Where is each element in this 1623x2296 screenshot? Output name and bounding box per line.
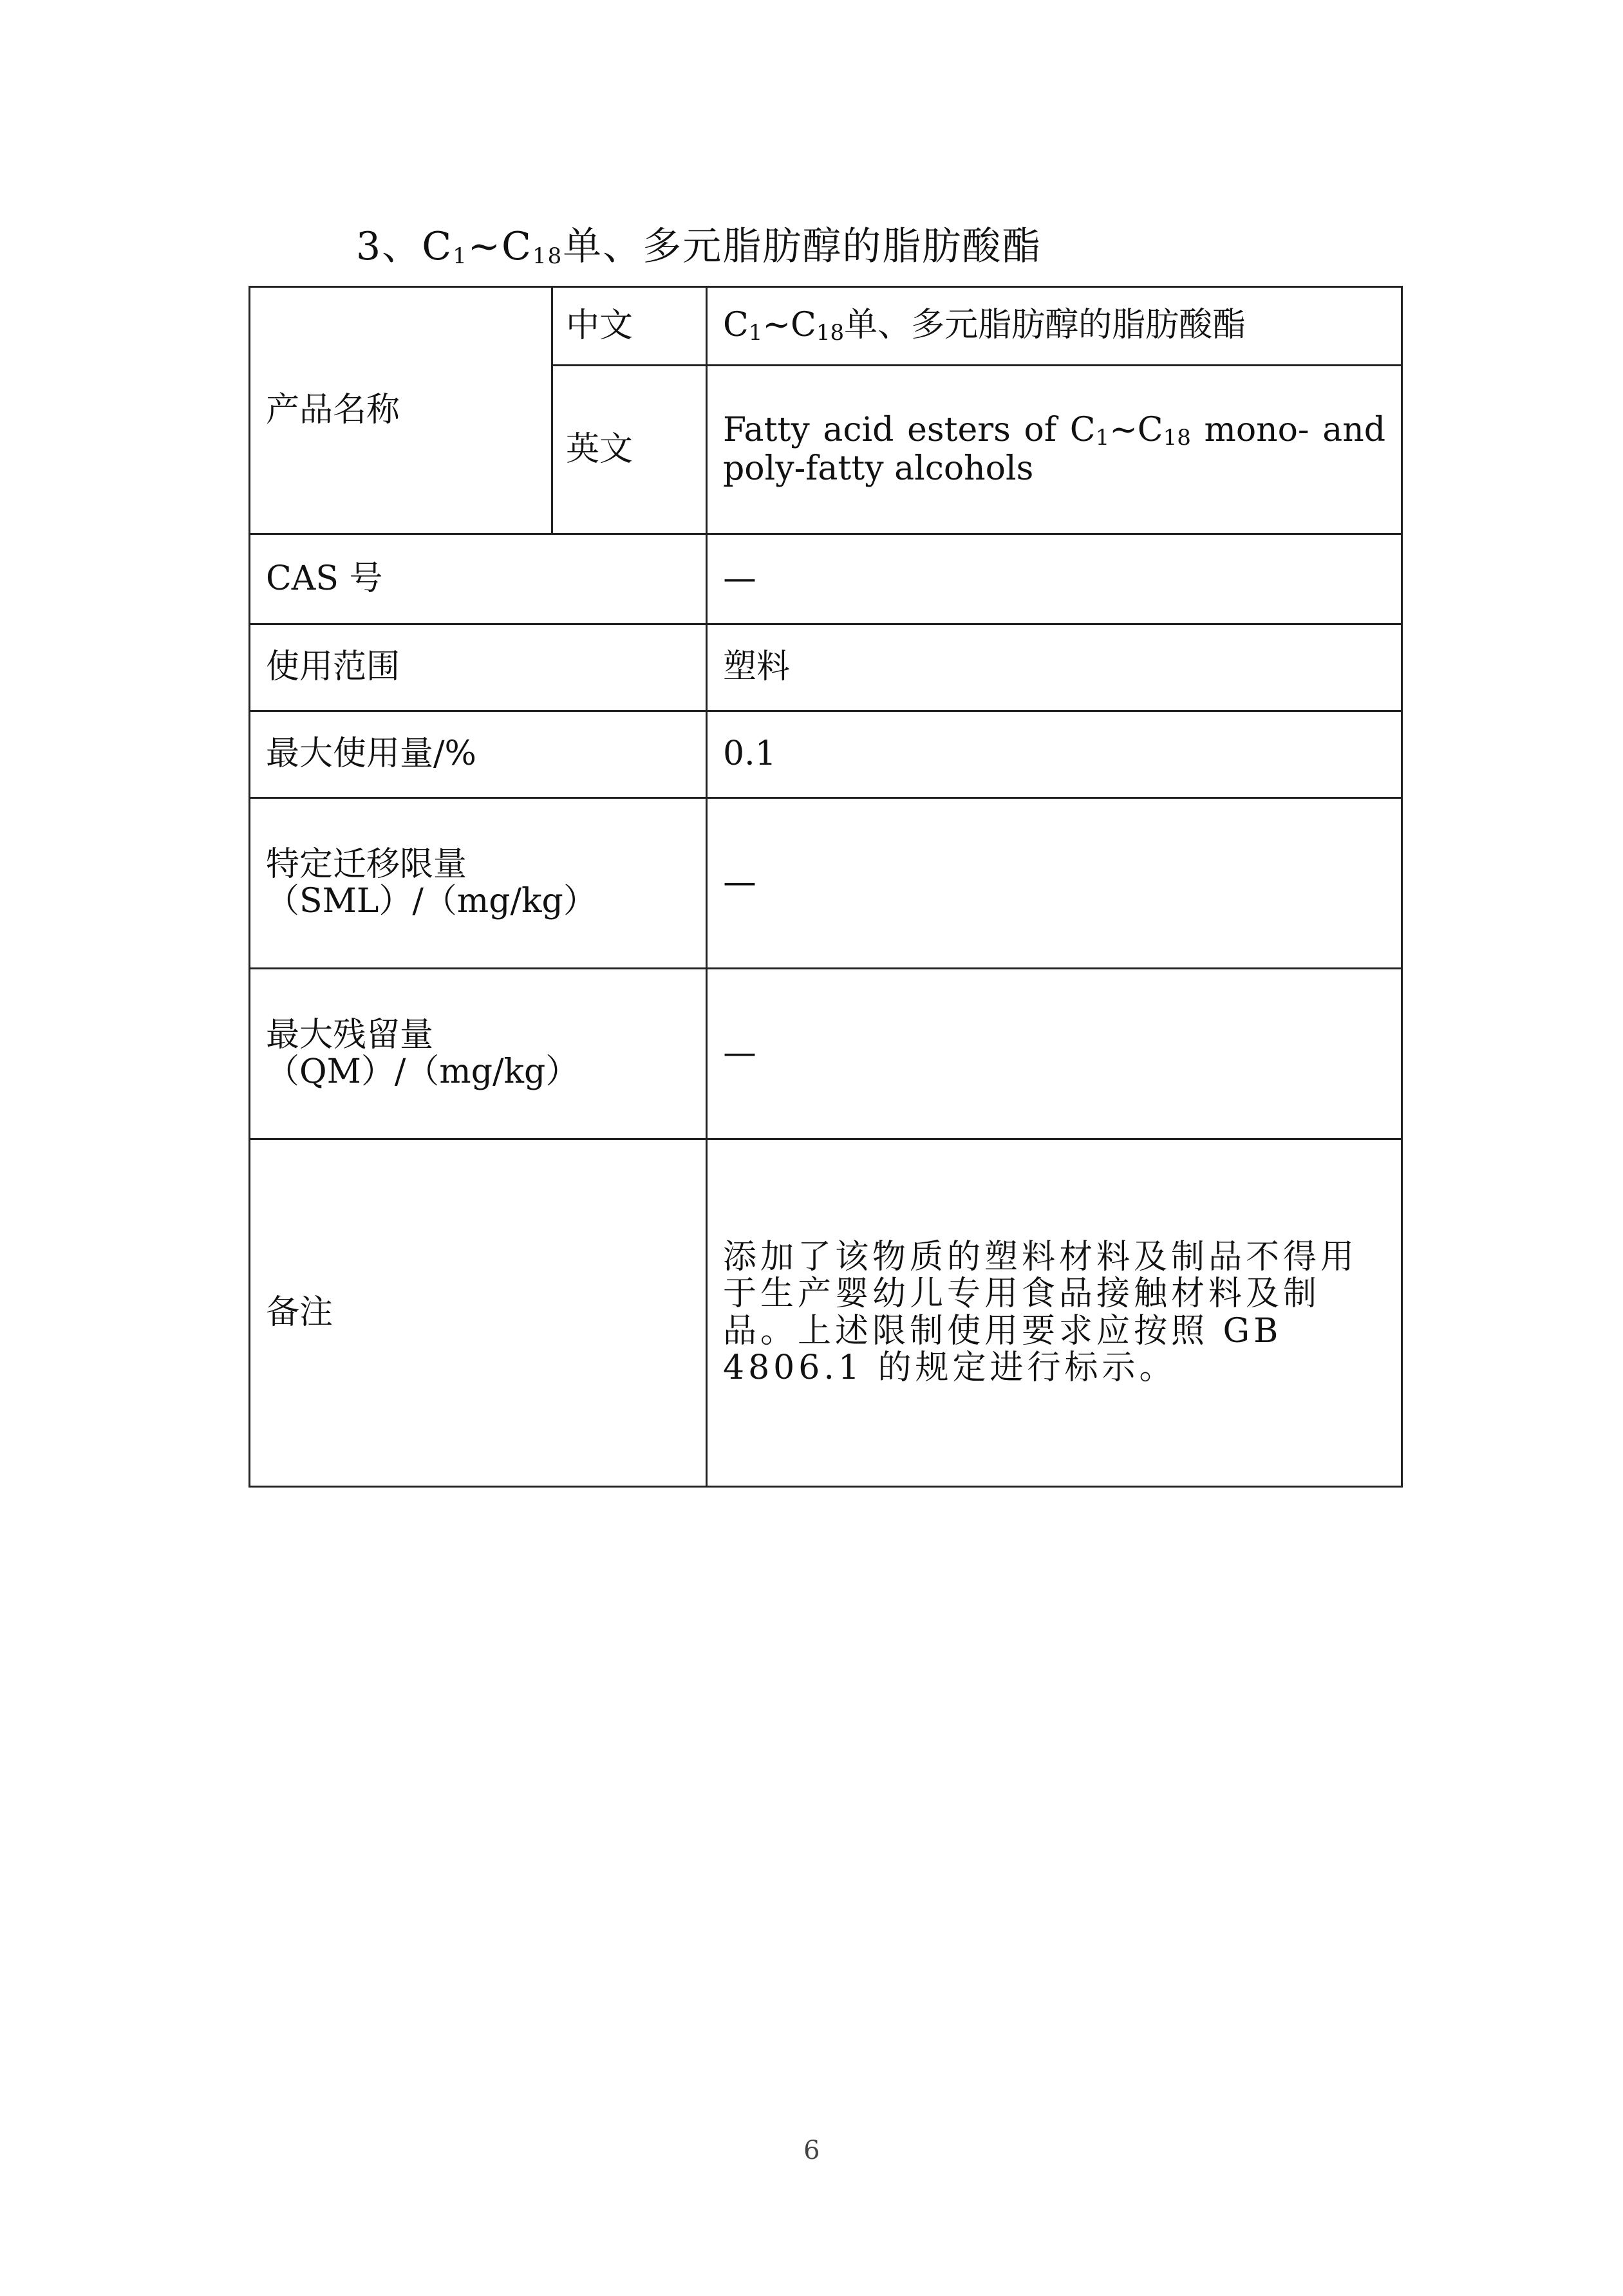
max-use-value: 0.1: [707, 711, 1402, 798]
zh-label: 中文: [552, 287, 707, 366]
remark-label: 备注: [250, 1139, 707, 1487]
table-row: [250, 969, 1402, 1139]
scope-value: 塑料: [707, 624, 1402, 711]
qm-label: 最大残留量 （QM）/（mg/kg）: [250, 969, 707, 1139]
remark-value: 添加了该物质的塑料材料及制品不得用于生产婴幼儿专用食品接触材料及制品。上述限制使用要求应按照 GB 4806.1 的规定进行标示。: [707, 1139, 1402, 1487]
table-row: [250, 798, 1402, 969]
cas-label: CAS 号: [250, 534, 707, 624]
section-heading: 3、$C_1\sim C_{18}$单、多元脂肪醇的脂肪酸酯: [356, 224, 1042, 269]
page-number: 6: [803, 2136, 820, 2165]
qm-value: —: [707, 969, 1402, 1139]
sml-value: —: [707, 798, 1402, 969]
sml-label: 特定迁移限量 （SML）/（mg/kg）: [250, 798, 707, 969]
table-row: [250, 287, 1402, 366]
table-row: [250, 624, 1402, 711]
max-use-label: 最大使用量/%: [250, 711, 707, 798]
scope-label: 使用范围: [250, 624, 707, 711]
zh-value: $C_1\sim C_{18}$单、多元脂肪醇的脂肪酸酯: [707, 287, 1402, 366]
en-label: 英文: [552, 366, 707, 534]
cas-value: —: [707, 534, 1402, 624]
en-value: Fatty acid esters of $C_1\sim C_{18}$ mono- and poly-fatty alcohols: [707, 366, 1402, 534]
product-name-label: 产品名称: [250, 287, 552, 534]
table-row: [250, 534, 1402, 624]
table-row: [250, 711, 1402, 798]
table-row: [250, 1139, 1402, 1487]
substance-table: [249, 286, 1403, 1488]
